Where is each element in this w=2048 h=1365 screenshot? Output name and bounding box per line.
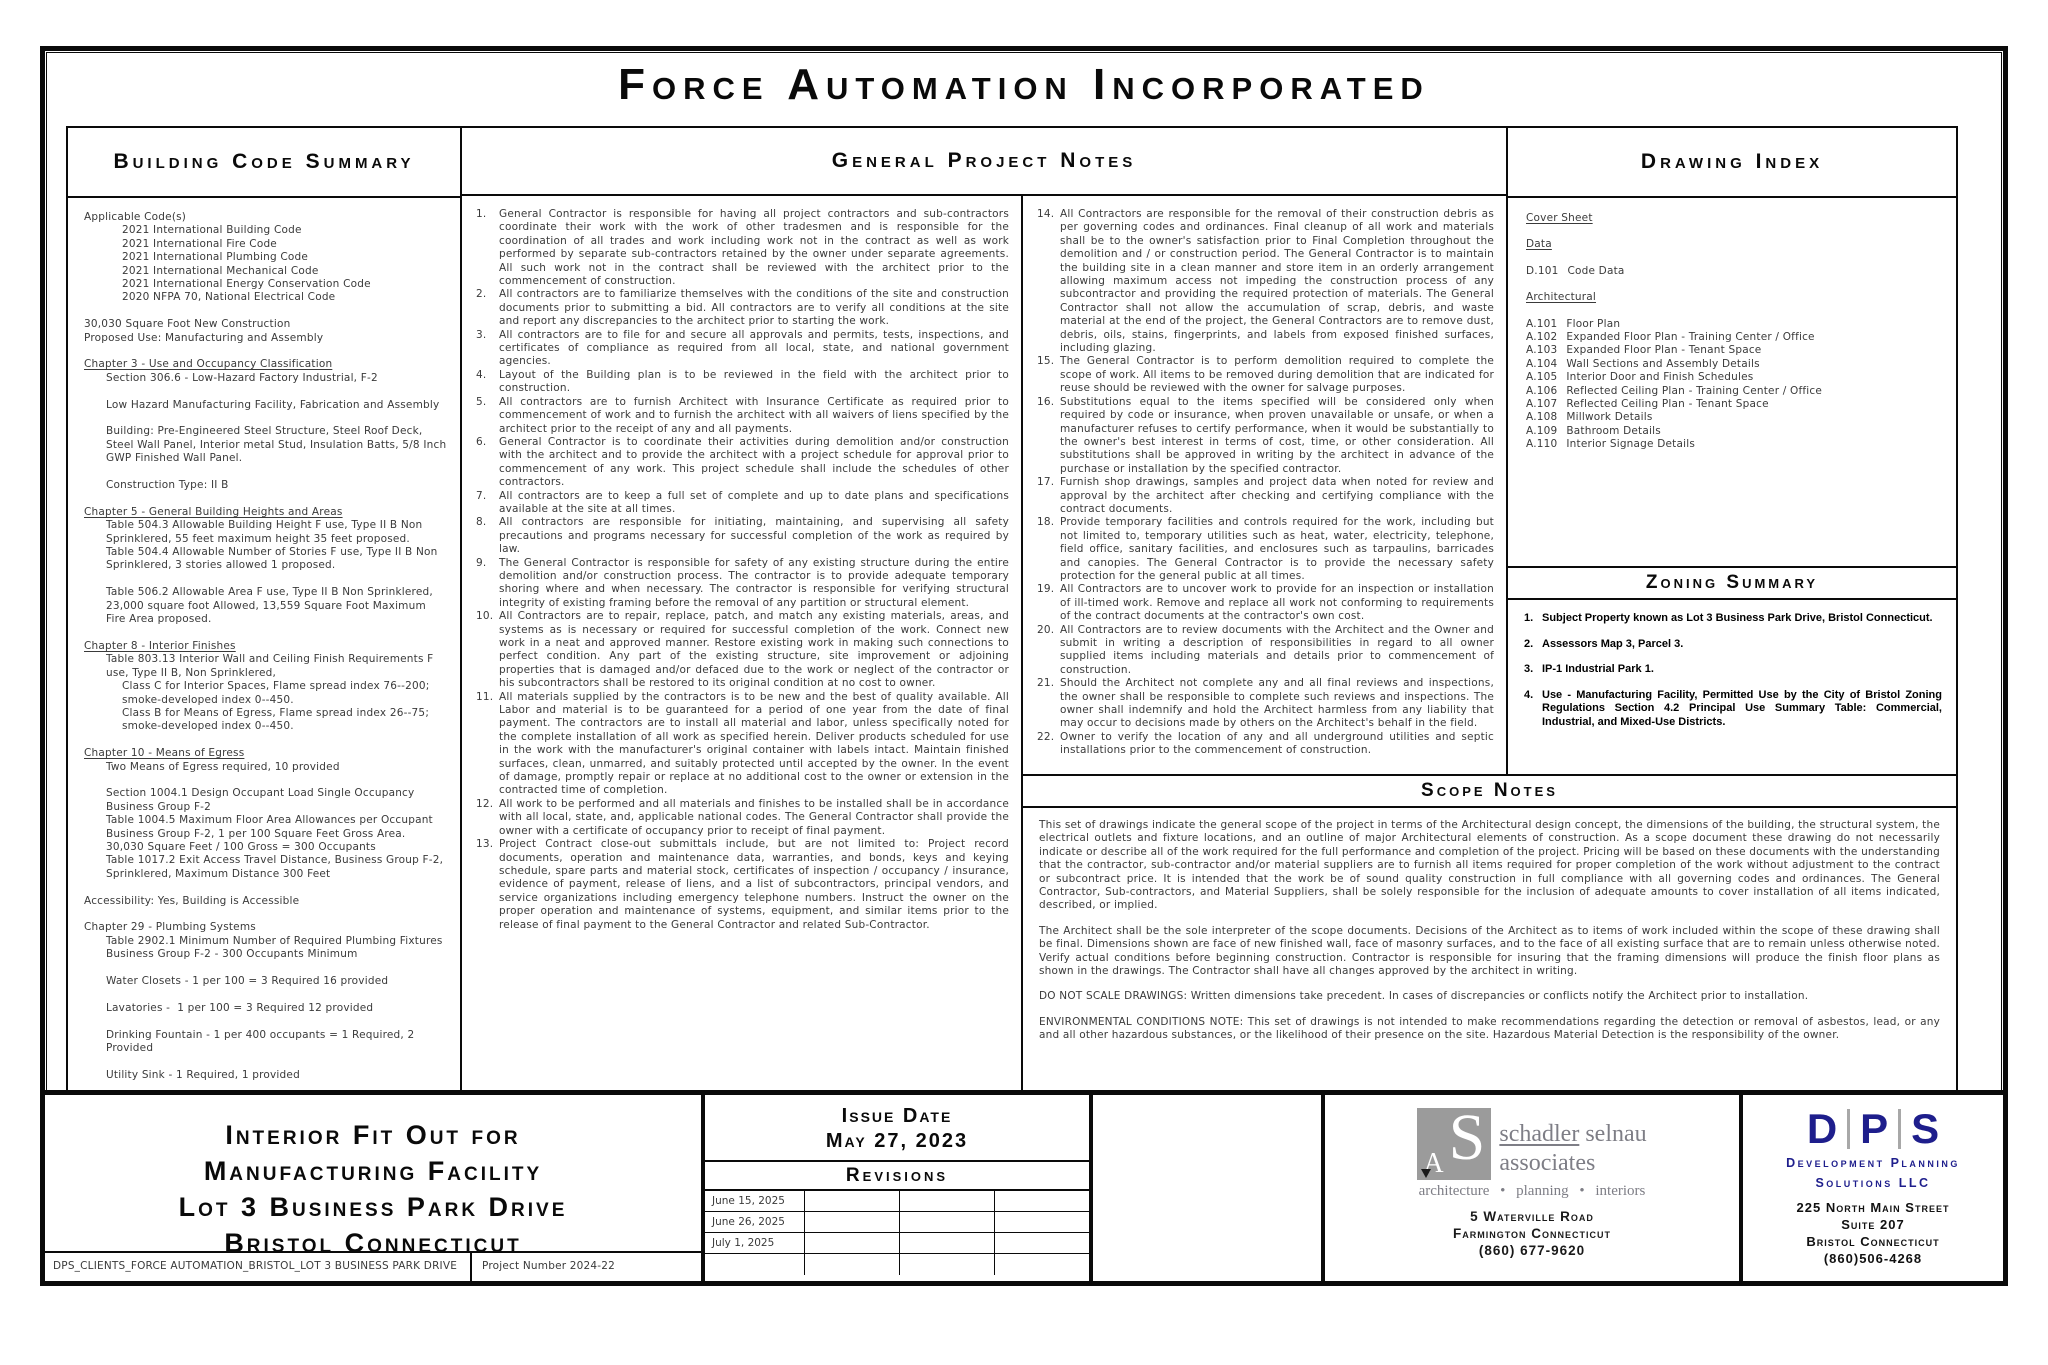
sheet-number: A.101 (1526, 317, 1558, 330)
project-note: All Contractors are to review documents with the Architect and the Owner and submit in writing a description of responsibilities in regard to all owner supplied items including materials and details prior to commencement of construction. (1060, 623, 1494, 676)
revision-cell (805, 1254, 900, 1275)
sheet-number: A.102 (1526, 331, 1558, 344)
architect-address-line: (860) 677-9620 (1478, 1243, 1586, 1258)
project-note: All contractors are to familiarize themselves with the conditions of the site and construction documents prior to submitting a bid. All contractors are to verify all conditions at the site and report any discrepancies to the architect prior to starting the work. (499, 288, 1009, 328)
project-note: Furnish shop drawings, samples and project data when noted for review and approval by the architect after checking and certifying compliance with the contract documents. (1060, 476, 1494, 515)
revision-row (705, 1233, 1089, 1254)
dps-address (1743, 1199, 2003, 1267)
zoning-item: IP-1 Industrial Park 1. (1542, 663, 1654, 675)
building-code-line: Class B for Means of Egress, Flame spread index 26--75; smoke-developed index 0--450. (122, 706, 433, 733)
building-code-line (84, 908, 448, 921)
building-code-line (84, 466, 448, 479)
sheet-number: A.105 (1526, 371, 1558, 384)
building-code-line: 30,030 Square Foot New Construction (84, 318, 291, 331)
project-note: Owner to verify the location of any and all underground utilities and septic installations prior to the commencement of construction. (1060, 730, 1494, 757)
revision-cell (995, 1233, 1089, 1253)
dps-name-line-2: Solutions LLC (1815, 1176, 1931, 1190)
project-title-line: Interior Fit Out for (225, 1120, 521, 1150)
revision-cell (995, 1254, 1089, 1275)
sheet-number: A.107 (1526, 398, 1558, 411)
sheet-title: Interior Signage Details (1566, 438, 1696, 451)
drawing-index-line (1526, 265, 1946, 278)
file-path: DPS_CLIENTS_FORCE AUTOMATION_BRISTOL_LOT 3 BUSINESS PARK DRIVE (45, 1253, 472, 1281)
general-notes-header: General Project Notes (460, 126, 1508, 196)
architect-firm-panel (1325, 1095, 1743, 1281)
project-note: All contractors are to file for and secure all approvals and permits, tests, inspections, and certificates of compliance as required from all local, state, and national government agencies. (499, 328, 1009, 368)
drawing-index-line (1526, 238, 1946, 251)
drawing-index-line (1526, 344, 1946, 357)
building-code-line: Class C for Interior Spaces, Flame spread index 76--200; smoke-developed index 0--450. (122, 680, 434, 706)
zoning-items (1508, 600, 1956, 741)
dps-letter: D (1806, 1105, 1838, 1152)
architect-firm-name (1499, 1108, 1646, 1180)
firm-name-part-2: selnau (1585, 1121, 1647, 1147)
general-notes-list-1 (462, 196, 1021, 932)
general-notes-list-2 (1023, 196, 1506, 758)
drawing-index-line (1526, 438, 1946, 451)
project-note: All Contractors are to uncover work to provide for an inspection or installation of ill-timed work. Remove and replace all work not conforming to requirements of the contract documents at the contractor's own cost. (1060, 583, 1494, 623)
revision-row (705, 1191, 1089, 1212)
sheet-number: A.109 (1526, 424, 1558, 437)
building-code-line (84, 345, 448, 358)
building-code-line (84, 881, 448, 894)
building-code-line: Table 504.3 Allowable Building Height F use, Type II B Non Sprinklered, 55 feet maximum height 35 feet proposed. (106, 519, 426, 545)
building-code-line (84, 305, 448, 318)
building-code-line: 2020 NFPA 70, National Electrical Code (122, 291, 336, 304)
project-note: All Contractors are responsible for the removal of their construction debris as per governing codes and ordinances. Final cleanup of all work and materials shall be to the owner's satisfaction prior to Final Completion throughout the demolition and / or construction period. The General Contractor is to maintain the building site in a clean manner and store item in an orderly arrangement allowing maximum access not impeding the construction process of any subcontractor and providing the required protection of materials. The General Contractor shall not allow the accumulation of scrap, debris, and waste material at the end of the project, the General Contractors are to remove dust, debris, oils, stains, fingerprints, and labels from exposed finished surfaces, including glazing. (1060, 208, 1494, 355)
drawing-index-panel (1506, 126, 1958, 568)
drawing-index-body (1508, 198, 1956, 452)
building-code-line (84, 734, 448, 747)
zoning-item: Use - Manufacturing Facility, Permitted Use by the City of Bristol Zoning Regulations Section 4.2 Principal Use Summary Table: Commercial, Industrial, and Mixed-Use Districts. (1542, 688, 1942, 728)
drawing-index-line (1526, 411, 1946, 424)
revision-cell (995, 1212, 1089, 1232)
firm-name-part-1: schadler (1499, 1121, 1580, 1147)
issue-date-value: May 27, 2023 (825, 1130, 969, 1152)
logo-triangle-icon (1421, 1169, 1431, 1178)
building-code-line (84, 626, 448, 639)
building-code-line: Table 803.13 Interior Wall and Ceiling Finish Requirements F use, Type II B, Non Sprinklered, (106, 653, 437, 679)
building-code-line: Table 504.4 Allowable Number of Stories F use, Type II B Non Sprinklered, 3 stories allowed 1 proposed. (106, 546, 442, 572)
revision-cell (995, 1191, 1089, 1211)
project-note: Project Contract close-out submittals include, but are not limited to: Project record documents, operation and maintenance data, warranties, and bonds, keys and keying schedule, spare parts and material stock, certificates of inspection / occupancy / insurance, evidence of payment, release of liens, and a list of subcontractors, principal vendors, and service organizations including emergency telephone numbers. Instruct the owner on the proper operation and maintenance of systems, equipment, and similar items prior to the release of final payment to the General Contractor and related Sub-Contractor. (499, 838, 1009, 931)
sheet-title: Data (1526, 238, 1552, 251)
building-code-line: Drinking Fountain - 1 per 400 occupants = 1 Required, 2 Provided (106, 1028, 418, 1054)
project-note: All contractors are to furnish Architect with Insurance Certificate as required prior to commencement of work and to furnish the architect with all waivers of liens specified by the architect prior to the receipt of any and all payments. (499, 395, 1009, 435)
building-code-summary-body (68, 198, 460, 1082)
issue-revisions-panel (705, 1095, 1093, 1281)
architect-address (1325, 1208, 1739, 1259)
sheet-title: Floor Plan (1566, 317, 1621, 330)
revision-cell (805, 1212, 900, 1232)
dps-address-line: (860)506-4268 (1823, 1251, 1923, 1266)
project-note: All contractors are responsible for initiating, maintaining, and supervising all safety precautions and programs necessary for successful completion of the work as required by law. (499, 516, 1009, 556)
project-title-line: Lot 3 Business Park Drive (178, 1192, 568, 1222)
building-code-line: Chapter 5 - General Building Heights and Areas (84, 505, 343, 518)
revision-cell (805, 1191, 900, 1211)
divider-bar-icon (1847, 1109, 1850, 1149)
sheet-number: A.110 (1526, 438, 1558, 451)
general-notes-column-2 (1021, 194, 1508, 776)
revisions-table (705, 1189, 1089, 1275)
project-note: Layout of the Building plan is to be reviewed in the field with the architect prior to construction. (499, 368, 1009, 395)
building-code-summary-panel (66, 126, 462, 1092)
project-note: All materials supplied by the contractors is to be new and the best of quality available. All Labor and material is to be guaranteed for a period of one year from the date of final payment. The contractors are to install all material and labor, unless specifically noted for the complete installation of all work as specified herein. Deliver products scheduled for use in the work with the manufacturer's original container with labels intact. Maintain finished surfaces, clean, unmarred, and suitably protected until accepted by the owner. In the event of damage, promptly repair or replace at no additional cost to the owner or extension in the contracted time of completion. (499, 690, 1009, 797)
project-note: General Contractor is to coordinate their activities during demolition and/or construction with the architect and to provide the architect with a project schedule for approval prior to commencement of any work. This project schedule shall include the schedules of other contractors. (499, 435, 1009, 489)
building-code-line: Section 1004.1 Design Occupant Load Single Occupancy Business Group F-2 (106, 787, 418, 813)
building-code-line: Chapter 8 - Interior Finishes (84, 639, 236, 652)
building-code-line (84, 412, 448, 425)
building-code-line (84, 988, 448, 1001)
drawing-index-line (1526, 371, 1946, 384)
project-note: The General Contractor is responsible for safety of any existing structure during the entire demolition and/or construction process. The contractor is to provide adequate temporary shoring where and when necessary. The contractor is responsible for verifying structural integrity of existing framing before the removal of any partition or structural element. (499, 556, 1009, 609)
scope-paragraph: DO NOT SCALE DRAWINGS: Written dimensions take precedent. In cases of discrepancies or conflicts notify the Architect prior to installation. (1039, 990, 1809, 1003)
drawing-index-line (1526, 331, 1946, 344)
building-code-line: Table 506.2 Allowable Area F use, Type II B Non Sprinklered, 23,000 square foot Allowed, 13,559 Square Foot Maximum Fire Area proposed. (106, 586, 437, 626)
project-title-line: Manufacturing Facility (203, 1156, 543, 1186)
scope-paragraph: ENVIRONMENTAL CONDITIONS NOTE: This set of drawings is not intended to make recommendations regarding the detection or removal of asbestos, lead, or any and all other hazardous substances, or the likelihood of their presence on the site. Hazardous Material Detection is the responsibility of the owner. (1039, 1015, 1940, 1042)
sheet-title: Wall Sections and Assembly Details (1566, 357, 1760, 370)
issue-date-block (705, 1095, 1089, 1154)
building-code-summary-header: Building Code Summary (68, 128, 460, 198)
building-code-line: Section 306.6 - Low-Hazard Factory Industrial, F-2 (106, 371, 378, 384)
sheet-title: Cover Sheet (1526, 212, 1593, 224)
project-note: General Contractor is responsible for having all project contractors and sub-contractors coordinate their work with the work of other tradesmen and is responsible for the coordination of all trades and work including work not in the contract as well as work performed by separate sub-contractors retained by the owner under separate agreements. All such work not in the contract shall be reviewed with the architect prior to the commencement of construction. (499, 208, 1009, 288)
drawing-index-line (1526, 385, 1946, 398)
building-code-line: Utility Sink - 1 Required, 1 provided (106, 1068, 300, 1081)
building-code-line: Two Means of Egress required, 10 provided (106, 760, 340, 773)
dps-address-line: 225 North Main Street (1796, 1200, 1950, 1215)
title-block (40, 1090, 2008, 1286)
building-code-line: Chapter 3 - Use and Occupancy Classification (84, 358, 333, 371)
page-title: Force Automation Incorporated (618, 60, 1430, 109)
divider-bar-icon (1898, 1109, 1901, 1149)
building-code-line: Building: Pre-Engineered Steel Structure, Steel Roof Deck, Steel Wall Panel, Interior metal Stud, Insulation Batts, 5/8 Inch GWP Finished Wall Panel. (106, 425, 450, 465)
project-number: Project Number 2024-22 (482, 1260, 616, 1273)
building-code-line: Accessibility: Yes, Building is Accessible (84, 894, 300, 907)
building-code-line (84, 1015, 448, 1028)
dps-address-line: Suite 207 (1841, 1217, 1905, 1232)
building-code-line (84, 774, 448, 787)
building-code-line: Low Hazard Manufacturing Facility, Fabrication and Assembly (106, 398, 440, 411)
building-code-line (84, 573, 448, 586)
drawing-index-header: Drawing Index (1508, 128, 1956, 198)
architect-logo-row (1325, 1101, 1739, 1180)
revision-cell (805, 1233, 900, 1253)
file-info-bar (45, 1251, 701, 1281)
sheet-title: Bathroom Details (1566, 424, 1661, 437)
architect-address-line: Farmington Connecticut (1452, 1226, 1612, 1241)
seal-area (1093, 1095, 1325, 1281)
drawing-index-line (1526, 358, 1946, 371)
scope-paragraph: The Architect shall be the sole interpreter of the scope documents. Decisions of the Architect as to items of work included within the scope of these drawing shall be final. Dimensions shown are face of new finished wall, face of masonry surfaces, and to the face of all existing surface that are to remain unless otherwise noted. Verify actual conditions before beginning construction. Contractor is responsible for insuring that the framing dimensions will produce the finish floor plans as shown in the drawings. The Contractor shall have all changes approved by the architect in writing. (1039, 924, 1940, 978)
dps-firm-panel (1743, 1095, 2003, 1281)
sheet-title: Reflected Ceiling Plan - Training Center / Office (1566, 384, 1823, 397)
sheet-title: Millwork Details (1566, 411, 1653, 424)
sheet-title: Architectural (1526, 291, 1597, 304)
scope-paragraph: This set of drawings indicate the general scope of the project in terms of the Architectural design concept, the dimensions of the building, the structural system, the electrical outlets and fixture locations, and an outline of major Architectural elements of construction. As a scope document these drawing do not necessarily indicate or describe all of the work required for the full performance and completion of the project. Pricing will be based on these documents with the understanding that the contractor, sub-contractor and/or material suppliers are to furnish all items required for proper completion of the work without adjustment to the contract or subcontract price. It is intended that the work be of sound quality construction in full compliance with all governing codes and ordinances. The General Contractor, Sub-contractors, and Material Suppliers, shall be solely responsible for the inclusion of adequate amounts to cover installation of all items indicated, described, or implied. (1039, 819, 1940, 912)
dps-name-line-1: Development Planning (1786, 1156, 1960, 1170)
drawing-index-line (1526, 212, 1946, 225)
drawing-index-line (1526, 425, 1946, 438)
revision-date: June 15, 2025 (705, 1191, 805, 1211)
general-notes-column-1 (460, 194, 1023, 1092)
architect-address-line: 5 Waterville Road (1470, 1209, 1594, 1224)
revision-cell (900, 1233, 995, 1253)
project-note: All contractors are to keep a full set of complete and up to date plans and specifications available at the site at all times. (499, 489, 1009, 515)
revision-cell (900, 1212, 995, 1232)
sheet-number: A.104 (1526, 357, 1558, 370)
firm-name-line-2: associates (1499, 1150, 1596, 1176)
dps-logo (1743, 1107, 2003, 1151)
architect-logo-icon (1417, 1101, 1491, 1180)
zoning-item: Assessors Map 3, Parcel 3. (1542, 637, 1684, 650)
sheet-number: D.101 (1526, 264, 1559, 277)
project-title-panel (45, 1095, 705, 1281)
revision-date: June 26, 2025 (705, 1212, 805, 1232)
revision-cell (900, 1254, 995, 1275)
zoning-item: Subject Property known as Lot 3 Business Park Drive, Bristol Connecticut. (1542, 612, 1933, 624)
sheet-title: Expanded Floor Plan - Training Center / Office (1566, 331, 1815, 344)
project-note: The General Contractor is to perform demolition required to complete the scope of work. All items to be removed during demolition that are indicated for reuse should be reviewed with the owner for salvage purposes. (1060, 355, 1494, 395)
building-code-line: 2021 International Energy Conservation Code (122, 278, 371, 291)
building-code-line: 2021 International Mechanical Code (122, 264, 319, 277)
dps-letter: S (1911, 1105, 1940, 1152)
building-code-line: 2021 International Fire Code (122, 237, 277, 250)
revision-date: July 1, 2025 (705, 1233, 805, 1253)
building-code-line: Table 1004.5 Maximum Floor Area Allowances per Occupant Business Group F-2, 1 per 100 Square Feet Gross Area. (106, 814, 437, 840)
revision-row (705, 1212, 1089, 1233)
building-code-line: 2021 International Plumbing Code (122, 251, 309, 264)
building-code-line: 30,030 Square Feet / 100 Gross = 300 Occupants (106, 840, 376, 853)
building-code-line: Table 2902.1 Minimum Number of Required Plumbing Fixtures (106, 934, 443, 947)
revision-row (705, 1254, 1089, 1275)
building-code-line (84, 1055, 448, 1068)
sheet-title: Expanded Floor Plan - Tenant Space (1566, 344, 1762, 357)
building-code-line: Chapter 10 - Means of Egress (84, 747, 245, 760)
project-title (45, 1117, 701, 1261)
building-code-line: Table 1017.2 Exit Access Travel Distance, Business Group F-2, Sprinklered, Maximum Distance 300 Feet (106, 854, 447, 880)
building-code-line (84, 492, 448, 505)
issue-date-label: Issue Date (841, 1105, 953, 1127)
project-note: Provide temporary facilities and controls required for the work, including but not limited to, temporary utilities such as heat, water, electricity, telephone, field office, sanitary facilities, and enclosures such as tarpaulins, barricades and canopies. The General Contractor is to provide the necessary safety protection for the general public at all times. (1060, 516, 1494, 582)
drawing-index-line (1526, 398, 1946, 411)
building-code-line: Lavatories - 1 per 100 = 3 Required 12 provided (106, 1001, 374, 1014)
sheet-title: Interior Door and Finish Schedules (1566, 371, 1754, 384)
project-note: Substitutions equal to the items specified will be considered only when required by code or insurance, when proven unavailable or unsafe, or when a manufacturer refuses to certify performance, when it would be substantially to the owner's best interest in terms of cost, time, or other consideration. All substitutions shall be approved in writing by the architect in advance of the purchase or installation by the specified contractor. (1060, 395, 1494, 475)
revision-date (705, 1254, 805, 1275)
building-code-line (84, 385, 448, 398)
building-code-line: Business Group F-2 - 300 Occupants Minimum (106, 948, 358, 961)
building-code-line: Construction Type: II B (106, 479, 229, 492)
dps-address-line: Bristol Connecticut (1806, 1234, 1940, 1249)
building-code-line: Chapter 29 - Plumbing Systems (84, 921, 256, 934)
zoning-summary-panel (1506, 566, 1958, 776)
revision-cell (900, 1191, 995, 1211)
building-code-line (84, 962, 448, 975)
building-code-line: 2021 International Building Code (122, 224, 302, 237)
drawing-index-line (1526, 318, 1946, 331)
scope-notes-header: Scope Notes (1023, 776, 1956, 808)
scope-notes-panel (1021, 774, 1958, 1092)
project-note: All Contractors are to repair, replace, patch, and match any existing materials, areas, and systems as is necessary or required for successful completion of the work. Connect new work in a neat and approved manner. Restore existing work in making such connections to perfect condition. Any part of the existing structure, site improvement or adjoining properties that is damaged and/or defaced due to the work or neglect of the contractor or his subcontractors shall be restored to its original condition at no cost to owner. (499, 610, 1009, 690)
project-note: All work to be performed and all materials and finishes to be installed shall be in accordance with all local, state, and, applicable national codes. The General Contractor shall provide the owner with a certificate of occupancy prior to receipt of final payment. (499, 797, 1009, 837)
architect-tagline: architecture • planning • interiors (1418, 1183, 1646, 1199)
building-code-line: Water Closets - 1 per 100 = 3 Required 16 provided (106, 974, 389, 987)
project-title-line: Bristol Connecticut (224, 1228, 522, 1258)
dps-letter: P (1860, 1105, 1889, 1152)
drawing-index-line (1526, 291, 1946, 304)
building-code-line: Proposed Use: Manufacturing and Assembly (84, 331, 324, 344)
logo-letter-s: S (1448, 1101, 1486, 1174)
scope-notes-body (1023, 808, 1956, 1055)
sheet-title: Code Data (1567, 264, 1625, 277)
revisions-header: Revisions (705, 1160, 1089, 1189)
logo-letter-a: A (1423, 1148, 1444, 1179)
zoning-summary-header: Zoning Summary (1508, 568, 1956, 600)
project-note: Should the Architect not complete any and all final reviews and inspections, the owner shall be responsible to complete such reviews and inspections. The owner shall indemnify and hold the Architect harmless from any liability that may occur to decisions made by others on the Architect's behalf in the field. (1060, 677, 1494, 730)
sheet-number: A.106 (1526, 384, 1558, 397)
sheet-number: A.103 (1526, 344, 1558, 357)
sheet-title: Reflected Ceiling Plan - Tenant Space (1566, 398, 1769, 411)
building-code-line: Applicable Code(s) (84, 211, 187, 223)
sheet-number: A.108 (1526, 411, 1558, 424)
